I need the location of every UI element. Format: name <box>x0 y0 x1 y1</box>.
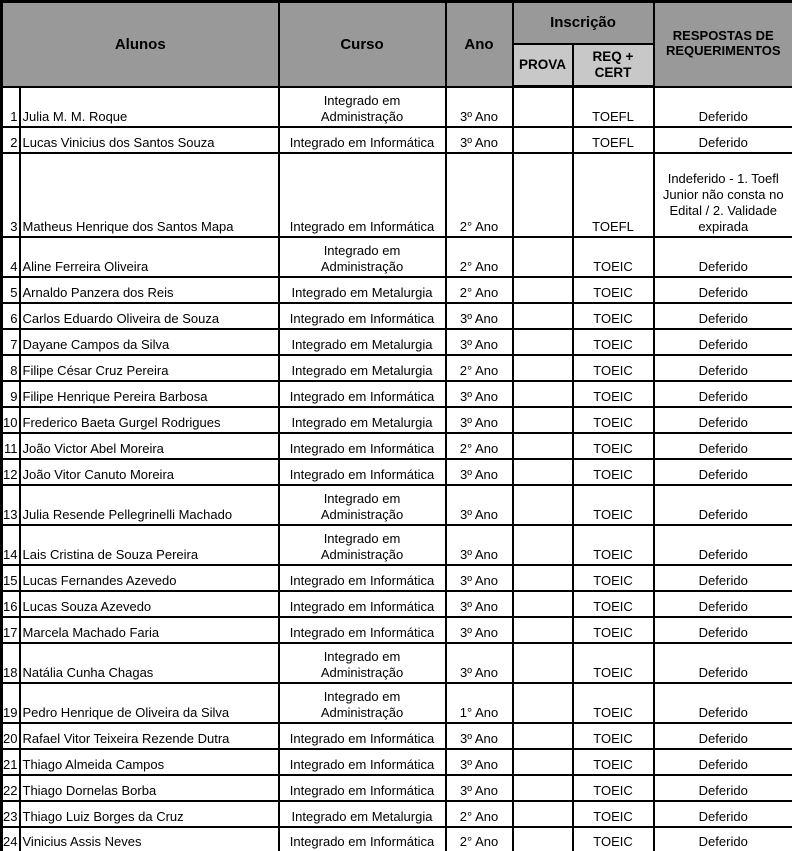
row-number: 14 <box>2 525 20 565</box>
column-header-respostas: RESPOSTAS DE REQUERIMENTOS <box>654 2 792 87</box>
course-cell: Integrado em Informática <box>279 127 446 153</box>
year-cell: 3º Ano <box>446 407 513 433</box>
response-cell: Deferido <box>654 87 792 127</box>
column-header-ano: Ano <box>446 2 513 87</box>
req-cert-cell: TOEIC <box>573 381 654 407</box>
course-cell: Integrado em Informática <box>279 459 446 485</box>
student-name: Vinicius Assis Neves <box>20 827 279 851</box>
req-cert-cell: TOEIC <box>573 277 654 303</box>
response-cell: Deferido <box>654 407 792 433</box>
year-cell: 3º Ano <box>446 381 513 407</box>
response-cell: Deferido <box>654 433 792 459</box>
student-name: Filipe Henrique Pereira Barbosa <box>20 381 279 407</box>
year-cell: 2° Ano <box>446 827 513 851</box>
req-cert-cell: TOEIC <box>573 591 654 617</box>
prova-cell <box>513 591 573 617</box>
table-row <box>2 87 792 127</box>
course-cell: Integrado em Informática <box>279 749 446 775</box>
req-cert-cell: TOEIC <box>573 525 654 565</box>
student-name: Carlos Eduardo Oliveira de Souza <box>20 303 279 329</box>
prova-cell <box>513 485 573 525</box>
table-header <box>2 2 792 87</box>
row-number: 10 <box>2 407 20 433</box>
year-cell: 3º Ano <box>446 617 513 643</box>
table-row <box>2 643 792 683</box>
prova-cell <box>513 525 573 565</box>
req-cert-cell: TOEIC <box>573 459 654 485</box>
table-row <box>2 329 792 355</box>
table-row <box>2 407 792 433</box>
req-cert-cell: TOEIC <box>573 303 654 329</box>
year-cell: 3º Ano <box>446 87 513 127</box>
row-number: 3 <box>2 153 20 237</box>
table-row <box>2 303 792 329</box>
table-row <box>2 525 792 565</box>
year-cell: 3º Ano <box>446 329 513 355</box>
course-cell: Integrado em Metalurgia <box>279 277 446 303</box>
course-cell: Integrado em Informática <box>279 723 446 749</box>
year-cell: 3º Ano <box>446 723 513 749</box>
course-cell: Integrado em Informática <box>279 381 446 407</box>
course-cell: Integrado em Informática <box>279 827 446 851</box>
year-cell: 3º Ano <box>446 127 513 153</box>
student-name: Thiago Almeida Campos <box>20 749 279 775</box>
row-number: 5 <box>2 277 20 303</box>
table-row <box>2 237 792 277</box>
year-cell: 3º Ano <box>446 485 513 525</box>
student-name: Rafael Vitor Teixeira Rezende Dutra <box>20 723 279 749</box>
student-name: Marcela Machado Faria <box>20 617 279 643</box>
req-cert-cell: TOEIC <box>573 749 654 775</box>
student-name: Lucas Souza Azevedo <box>20 591 279 617</box>
column-header-alunos: Alunos <box>2 2 279 87</box>
year-cell: 2° Ano <box>446 355 513 381</box>
row-number: 17 <box>2 617 20 643</box>
table-row <box>2 801 792 827</box>
response-cell: Deferido <box>654 723 792 749</box>
row-number: 19 <box>2 683 20 723</box>
year-cell: 2° Ano <box>446 433 513 459</box>
response-cell: Deferido <box>654 329 792 355</box>
response-cell: Deferido <box>654 827 792 851</box>
table-row <box>2 591 792 617</box>
response-cell: Deferido <box>654 127 792 153</box>
student-name: Julia Resende Pellegrinelli Machado <box>20 485 279 525</box>
row-number: 18 <box>2 643 20 683</box>
response-cell: Deferido <box>654 459 792 485</box>
response-cell: Deferido <box>654 381 792 407</box>
course-cell: Integrado em Informática <box>279 565 446 591</box>
year-cell: 2° Ano <box>446 277 513 303</box>
row-number: 4 <box>2 237 20 277</box>
req-cert-cell: TOEFL <box>573 153 654 237</box>
student-name: Lucas Vinicius dos Santos Souza <box>20 127 279 153</box>
year-cell: 3º Ano <box>446 303 513 329</box>
course-cell: Integrado em Informática <box>279 775 446 801</box>
req-cert-cell: TOEIC <box>573 565 654 591</box>
year-cell: 3º Ano <box>446 775 513 801</box>
year-cell: 3º Ano <box>446 749 513 775</box>
req-cert-cell: TOEIC <box>573 683 654 723</box>
response-cell: Deferido <box>654 617 792 643</box>
student-name: João Vitor Canuto Moreira <box>20 459 279 485</box>
course-cell: Integrado em Metalurgia <box>279 801 446 827</box>
row-number: 1 <box>2 87 20 127</box>
req-cert-cell: TOEIC <box>573 617 654 643</box>
table-row <box>2 355 792 381</box>
table-row <box>2 723 792 749</box>
student-name: Pedro Henrique de Oliveira da Silva <box>20 683 279 723</box>
row-number: 21 <box>2 749 20 775</box>
row-number: 16 <box>2 591 20 617</box>
req-cert-cell: TOEIC <box>573 485 654 525</box>
student-name: João Victor Abel Moreira <box>20 433 279 459</box>
row-number: 8 <box>2 355 20 381</box>
prova-cell <box>513 617 573 643</box>
course-cell: Integrado em Administração <box>279 643 446 683</box>
table-row <box>2 683 792 723</box>
year-cell: 2° Ano <box>446 237 513 277</box>
row-number: 7 <box>2 329 20 355</box>
req-cert-cell: TOEFL <box>573 87 654 127</box>
response-cell: Deferido <box>654 801 792 827</box>
student-name: Lucas Fernandes Azevedo <box>20 565 279 591</box>
prova-cell <box>513 277 573 303</box>
req-cert-cell: TOEIC <box>573 775 654 801</box>
year-cell: 3º Ano <box>446 459 513 485</box>
header-row-top <box>2 2 792 44</box>
prova-cell <box>513 801 573 827</box>
req-cert-cell: TOEIC <box>573 237 654 277</box>
req-cert-cell: TOEIC <box>573 827 654 851</box>
table-row <box>2 749 792 775</box>
response-cell: Deferido <box>654 525 792 565</box>
response-cell: Deferido <box>654 237 792 277</box>
prova-cell <box>513 127 573 153</box>
year-cell: 3º Ano <box>446 565 513 591</box>
course-cell: Integrado em Administração <box>279 87 446 127</box>
student-name: Filipe César Cruz Pereira <box>20 355 279 381</box>
response-cell: Deferido <box>654 303 792 329</box>
row-number: 12 <box>2 459 20 485</box>
response-cell: Deferido <box>654 485 792 525</box>
req-cert-cell: TOEIC <box>573 433 654 459</box>
prova-cell <box>513 723 573 749</box>
course-cell: Integrado em Informática <box>279 617 446 643</box>
course-cell: Integrado em Administração <box>279 683 446 723</box>
course-cell: Integrado em Informática <box>279 153 446 237</box>
req-cert-cell: TOEIC <box>573 355 654 381</box>
prova-cell <box>513 381 573 407</box>
req-cert-cell: TOEIC <box>573 801 654 827</box>
prova-cell <box>513 407 573 433</box>
table-row <box>2 459 792 485</box>
req-cert-cell: TOEIC <box>573 407 654 433</box>
table-row <box>2 617 792 643</box>
year-cell: 3º Ano <box>446 525 513 565</box>
column-header-prova: PROVA <box>513 44 573 87</box>
student-name: Julia M. M. Roque <box>20 87 279 127</box>
req-cert-cell: TOEIC <box>573 329 654 355</box>
response-cell: Deferido <box>654 683 792 723</box>
table-row <box>2 277 792 303</box>
prova-cell <box>513 749 573 775</box>
row-number: 24 <box>2 827 20 851</box>
table-row <box>2 127 792 153</box>
row-number: 9 <box>2 381 20 407</box>
table-row <box>2 565 792 591</box>
row-number: 2 <box>2 127 20 153</box>
prova-cell <box>513 433 573 459</box>
course-cell: Integrado em Informática <box>279 433 446 459</box>
course-cell: Integrado em Metalurgia <box>279 355 446 381</box>
req-cert-cell: TOEFL <box>573 127 654 153</box>
table-row <box>2 775 792 801</box>
prova-cell <box>513 87 573 127</box>
student-name: Natália Cunha Chagas <box>20 643 279 683</box>
table-row <box>2 381 792 407</box>
response-cell: Deferido <box>654 749 792 775</box>
response-cell: Deferido <box>654 775 792 801</box>
table-row <box>2 153 792 237</box>
course-cell: Integrado em Administração <box>279 485 446 525</box>
row-number: 23 <box>2 801 20 827</box>
row-number: 13 <box>2 485 20 525</box>
course-cell: Integrado em Administração <box>279 525 446 565</box>
student-name: Thiago Luiz Borges da Cruz <box>20 801 279 827</box>
prova-cell <box>513 775 573 801</box>
row-number: 15 <box>2 565 20 591</box>
table-row <box>2 827 792 851</box>
response-cell: Deferido <box>654 591 792 617</box>
table-row <box>2 433 792 459</box>
course-cell: Integrado em Metalurgia <box>279 329 446 355</box>
response-cell: Deferido <box>654 565 792 591</box>
year-cell: 2° Ano <box>446 153 513 237</box>
course-cell: Integrado em Informática <box>279 591 446 617</box>
student-name: Lais Cristina de Souza Pereira <box>20 525 279 565</box>
req-cert-cell: TOEIC <box>573 723 654 749</box>
year-cell: 1° Ano <box>446 683 513 723</box>
course-cell: Integrado em Metalurgia <box>279 407 446 433</box>
student-name: Frederico Baeta Gurgel Rodrigues <box>20 407 279 433</box>
prova-cell <box>513 565 573 591</box>
response-cell: Indeferido - 1. Toefl Junior não consta no Edital / 2. Validade expirada <box>654 153 792 237</box>
year-cell: 3º Ano <box>446 643 513 683</box>
student-name: Dayane Campos da Silva <box>20 329 279 355</box>
year-cell: 2° Ano <box>446 801 513 827</box>
row-number: 11 <box>2 433 20 459</box>
student-name: Aline Ferreira Oliveira <box>20 237 279 277</box>
prova-cell <box>513 237 573 277</box>
row-number: 22 <box>2 775 20 801</box>
student-name: Thiago Dornelas Borba <box>20 775 279 801</box>
prova-cell <box>513 683 573 723</box>
row-number: 20 <box>2 723 20 749</box>
row-number: 6 <box>2 303 20 329</box>
response-cell: Deferido <box>654 355 792 381</box>
year-cell: 3º Ano <box>446 591 513 617</box>
response-cell: Deferido <box>654 277 792 303</box>
prova-cell <box>513 329 573 355</box>
student-name: Arnaldo Panzera dos Reis <box>20 277 279 303</box>
table-row <box>2 485 792 525</box>
prova-cell <box>513 827 573 851</box>
response-cell: Deferido <box>654 643 792 683</box>
column-header-req-cert: REQ + CERT <box>573 44 654 87</box>
prova-cell <box>513 643 573 683</box>
table-body <box>2 87 792 851</box>
course-cell: Integrado em Informática <box>279 303 446 329</box>
prova-cell <box>513 303 573 329</box>
req-cert-cell: TOEIC <box>573 643 654 683</box>
column-header-curso: Curso <box>279 2 446 87</box>
prova-cell <box>513 355 573 381</box>
prova-cell <box>513 153 573 237</box>
column-header-inscricao: Inscrição <box>513 2 654 44</box>
student-name: Matheus Henrique dos Santos Mapa <box>20 153 279 237</box>
prova-cell <box>513 459 573 485</box>
course-cell: Integrado em Administração <box>279 237 446 277</box>
